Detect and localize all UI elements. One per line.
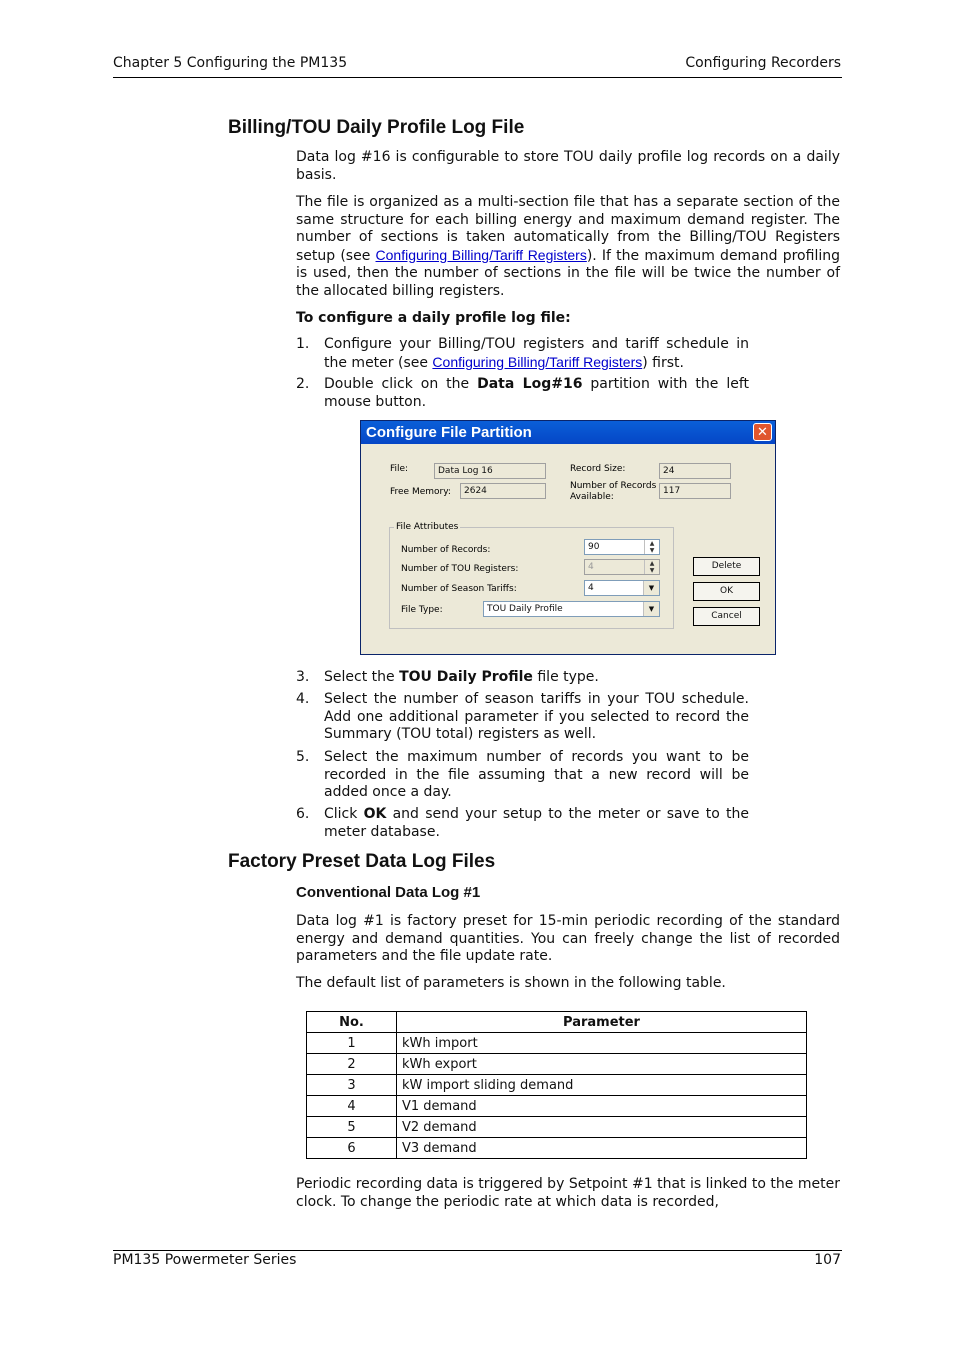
paragraph-text: The file is organized as a multi-section file that has a separate section of the same structure for each billing energy and maximum demand register. The number of sections is taken automatically from the Billing/TOU Registers setup (see [296, 194, 840, 264]
table-row [307, 1033, 807, 1054]
chevron-down-icon[interactable]: ▼ [643, 602, 659, 616]
table-cell-no: 3 [307, 1075, 397, 1096]
number-of-season-tariffs-select[interactable] [584, 580, 660, 596]
table-cell-no: 6 [307, 1138, 397, 1159]
paragraph-intro: Data log #16 is configurable to store TOU daily profile log records on a daily basis. [296, 149, 840, 183]
step-number: 2. [296, 376, 310, 392]
step-number: 5. [296, 749, 310, 765]
paragraph-text: ). If the maximum demand profiling is used, then the number of sections in the file will be twice the number of the allocated billing registers. [296, 247, 840, 299]
table-row [307, 1096, 807, 1117]
file-label: File: [390, 464, 409, 474]
subsection-title-data-log-1: Conventional Data Log #1 [296, 884, 481, 901]
ok-button[interactable]: OK [693, 582, 760, 601]
records-available-field[interactable]: 117 [659, 483, 731, 499]
file-attributes-group-label: File Attributes [396, 522, 459, 532]
records-available-label-line: Available: [570, 492, 614, 502]
close-icon[interactable]: ✕ [753, 423, 772, 441]
table-header-no: No. [307, 1012, 397, 1033]
table-header-parameter: Parameter [397, 1012, 807, 1033]
step-text-part: and send your setup to the meter or save to the meter database. [324, 806, 749, 840]
link-billing-tariff-registers[interactable]: Configuring Billing/Tariff Registers [375, 246, 587, 263]
step-text [324, 669, 749, 687]
table-cell-no: 4 [307, 1096, 397, 1117]
section-title-factory-preset: Factory Preset Data Log Files [228, 851, 496, 872]
table-row [307, 1117, 807, 1138]
table-cell-no: 2 [307, 1054, 397, 1075]
step-text-part: Click [324, 806, 364, 822]
step-number: 6. [296, 806, 310, 822]
number-of-records-value: 90 [588, 542, 600, 552]
step-text: Select the maximum number of records you want to be recorded in the file assuming that a new record will be added once a day. [324, 749, 749, 800]
table-cell-no: 1 [307, 1033, 397, 1054]
step-text [324, 376, 749, 411]
paragraph-data-log-1: Data log #1 is factory preset for 15-min periodic recording of the standard energy and demand quantities. You can freely change the list of recorded parameters and the file update rate. [296, 913, 840, 964]
step-text-part: file type. [532, 669, 599, 685]
records-available-label-line: Number of Records [570, 481, 657, 491]
step-text-bold: TOU Daily Profile [399, 669, 533, 685]
records-available-label [570, 481, 656, 503]
header-section: Configuring Recorders [685, 55, 841, 71]
table-row [307, 1054, 807, 1075]
table-cell-parameter: V2 demand [397, 1117, 807, 1138]
table-header-row [307, 1012, 807, 1033]
step-text-bold: OK [363, 806, 387, 822]
footer-product: PM135 Powermeter Series [113, 1252, 297, 1268]
number-of-records-label: Number of Records: [401, 545, 491, 555]
paragraph-default-list: The default list of parameters is shown in the following table. [296, 975, 726, 991]
table-cell-parameter: kW import sliding demand [397, 1075, 807, 1096]
table-row [307, 1075, 807, 1096]
step-text-part: partition with the left mouse button. [324, 376, 750, 410]
step-text-part: Configure your Billing/TOU registers and tariff schedule in the meter (see [324, 336, 749, 371]
number-of-season-tariffs-label: Number of Season Tariffs: [401, 584, 517, 594]
dialog-title-bar: Configure File Partition [361, 421, 775, 444]
cancel-button[interactable]: Cancel [693, 607, 760, 626]
step-text [324, 806, 749, 841]
table-cell-parameter: V3 demand [397, 1138, 807, 1159]
file-field[interactable]: Data Log 16 [434, 463, 546, 479]
step-number: 1. [296, 336, 310, 352]
step-text-bold: Data Log#16 [477, 376, 583, 392]
record-size-field[interactable]: 24 [659, 463, 731, 479]
section-title-billing-tou: Billing/TOU Daily Profile Log File [228, 117, 525, 138]
step-text-part: Select the [324, 669, 400, 685]
spin-arrows-icon[interactable]: ▲ ▼ [644, 540, 659, 554]
step-text-part: ) first. [642, 354, 684, 371]
parameters-table [306, 1011, 807, 1159]
table-cell-parameter: V1 demand [397, 1096, 807, 1117]
number-of-records-stepper[interactable] [584, 539, 660, 555]
link-billing-tariff-registers[interactable]: Configuring Billing/Tariff Registers [432, 353, 643, 370]
paragraph-periodic-recording: Periodic recording data is triggered by Setpoint #1 that is linked to the meter clock. To change the periodic rate at which data is recorded, [296, 1176, 840, 1210]
step-number: 3. [296, 669, 310, 685]
step-text: Select the number of season tariffs in your TOU schedule. Add one additional parameter if you selected to record the Summary (TOU total) registers as well. [324, 691, 749, 742]
free-memory-field[interactable]: 2624 [460, 483, 546, 499]
table-cell-no: 5 [307, 1117, 397, 1138]
number-of-season-tariffs-value: 4 [588, 583, 594, 593]
spin-arrows-icon[interactable]: ▲ ▼ [644, 560, 659, 574]
record-size-label: Record Size: [570, 464, 626, 474]
header-chapter: Chapter 5 Configuring the PM135 [113, 55, 348, 71]
table-cell-parameter: kWh import [397, 1033, 807, 1054]
table-cell-parameter: kWh export [397, 1054, 807, 1075]
number-of-tou-registers-stepper[interactable] [584, 559, 660, 575]
footer-page-number: 107 [814, 1252, 841, 1268]
file-type-select[interactable] [483, 601, 660, 617]
procedure-heading: To configure a daily profile log file: [296, 310, 571, 326]
footer-rule [113, 1250, 842, 1251]
file-type-label: File Type: [401, 605, 443, 615]
table-row [307, 1138, 807, 1159]
delete-button[interactable]: Delete [693, 557, 760, 576]
step-text [324, 336, 749, 372]
chevron-down-icon[interactable]: ▼ [643, 581, 659, 595]
configure-file-partition-dialog [360, 420, 776, 655]
paragraph-file-organization [296, 194, 840, 300]
number-of-tou-registers-value: 4 [588, 562, 594, 572]
header-rule [113, 77, 842, 78]
free-memory-label: Free Memory: [390, 487, 451, 497]
step-number: 4. [296, 691, 310, 707]
step-text-part: Double click on the [324, 376, 478, 392]
number-of-tou-registers-label: Number of TOU Registers: [401, 564, 519, 574]
file-type-value: TOU Daily Profile [487, 604, 563, 614]
